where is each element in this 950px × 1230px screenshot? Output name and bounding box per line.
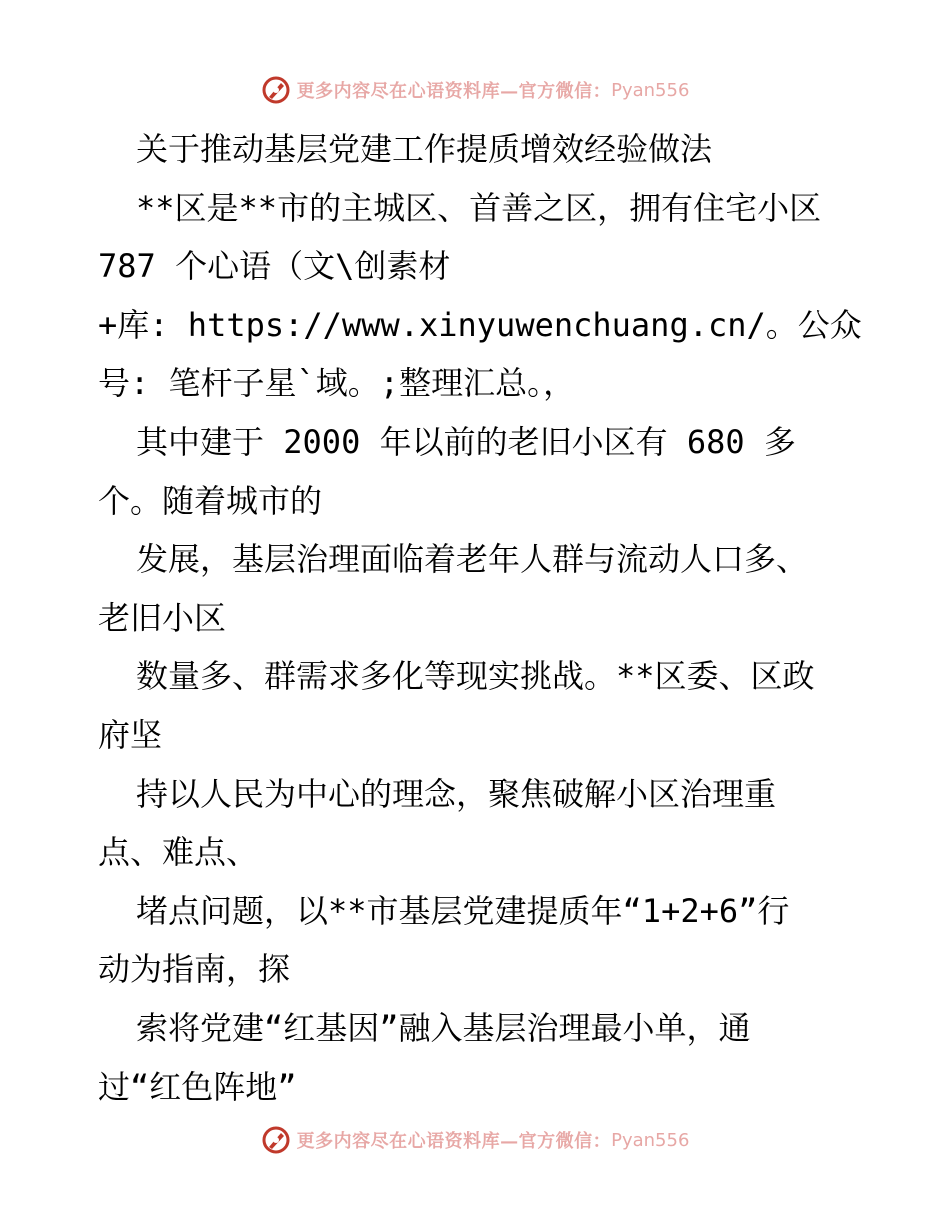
paragraph-line: 个。随着城市的 bbox=[98, 481, 323, 520]
header-banner-contact: Pyan556 bbox=[611, 79, 690, 101]
paragraph-line: 号: 笔杆子星`域。;整理汇总。， bbox=[98, 364, 576, 403]
footer-banner bbox=[0, 1120, 950, 1160]
paragraph-line: 老旧小区 bbox=[98, 598, 227, 637]
paragraph-line: 点、难点、 bbox=[98, 833, 259, 872]
paragraph-line: 787 个心语（文\创素材 bbox=[98, 247, 451, 286]
paragraph-line: 数量多、群需求多化等现实挑战。**区委、区政 bbox=[136, 657, 815, 696]
paragraph-line: 过“红色阵地” bbox=[98, 1067, 297, 1106]
red-pen-circle-icon bbox=[261, 1125, 291, 1155]
paragraph-line: 动为指南，探 bbox=[98, 950, 291, 989]
paragraph-line: +库: https://www.xinyuwenchuang.cn/。公众 bbox=[98, 305, 862, 344]
paragraph-line: 堵点问题，以**市基层党建提质年“1+2+6”行 bbox=[136, 891, 790, 930]
document-title: 关于推动基层党建工作提质增效经验做法 bbox=[136, 130, 713, 168]
paragraph-line: 府坚 bbox=[98, 715, 163, 754]
header-banner bbox=[0, 70, 950, 110]
footer-banner-contact: Pyan556 bbox=[611, 1129, 690, 1151]
paragraph-line: 持以人民为中心的理念，聚焦破解小区治理重 bbox=[136, 774, 777, 813]
paragraph-line: 发展，基层治理面临着老年人群与流动人口多、 bbox=[136, 540, 809, 579]
paragraph-line: 索将党建“红基因”融入基层治理最小单，通 bbox=[136, 1008, 751, 1047]
header-banner-text: 更多内容尽在心语资料库—官方微信： bbox=[296, 81, 612, 102]
paragraph-line: **区是**市的主城区、首善之区，拥有住宅小区 bbox=[136, 188, 822, 227]
paragraph-line: 其中建于 2000 年以前的老旧小区有 680 多 bbox=[136, 422, 796, 461]
document-body bbox=[98, 120, 878, 1116]
footer-banner-text: 更多内容尽在心语资料库—官方微信： bbox=[296, 1131, 612, 1152]
red-pen-circle-icon bbox=[261, 75, 291, 105]
